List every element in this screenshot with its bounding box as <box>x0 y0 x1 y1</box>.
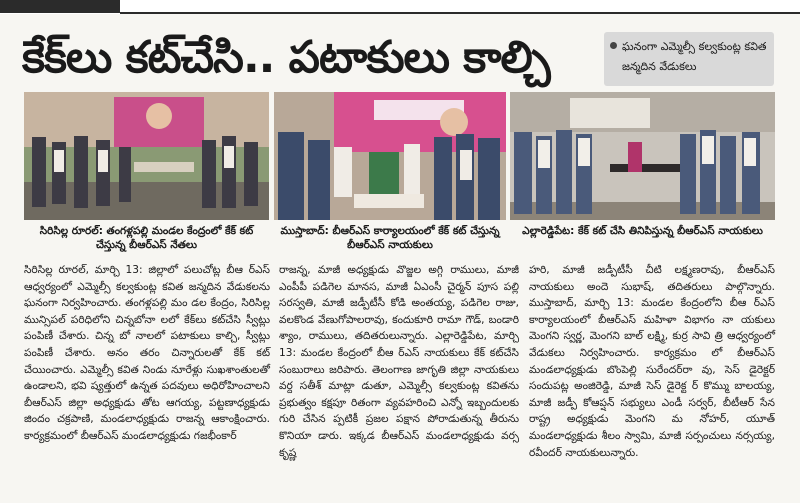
news-photo-3 <box>510 92 775 220</box>
article-column-2 <box>279 262 519 461</box>
article-text-3: హరి, మాజీ జడ్పీటీసీ చీటి లక్ష్మణరావు, బీఆర్‌ఎస్‌ నాయకులు అందె సుభాష్‌, తదితరులు పాల్గొన్నారు. ముస్తాబాద్‌, మార్చి 13: మండల కేంద్రంలోని బీఆ ర్‌ఎస్‌ కార్యాలయంలో బీఆర్‌ఎస్‌ మహిళా విభాగం నా యకులు మెంగని స్వర్ణ, మెంగని బాల్‌ లక్ష్మి, కుర్ర సావి త్రి ఆధ్వర్యంలో వేడుకలు నిర్వహించారు. కార్యక్రమం లో బీఆర్‌ఎస్‌ మండలాధ్యక్షుడు బొంపెల్లి సురేందర్‌రా వు, సెస్‌ డైరెక్టర్‌ సందుపట్ల అంజిరెడ్డి, మాజీ సెస్‌ డైరెక్ట ర్‌ కొమ్ము బాలయ్య, మాజీ జడ్పీ కోఆప్షన్‌ సభ్యులు ఎండీ సర్వర్‌, బీటీఆర్‌ సేన రాష్ట్ర అధ్యక్షుడు మెంగని మ నోహర్‌, యూత్‌ మండలాధ్యక్షుడు శీలం స్వామి, మాజీ సర్పంచులు నర్సయ్య, రవీందర్‌ నాయకులున్నారు. <box>529 264 775 459</box>
headline: కేక్‌లు కట్‌చేసి.. పటాకులు కాల్చి <box>22 32 550 83</box>
article-column-1 <box>24 262 270 445</box>
subheadline-text: ఘనంగా ఎమ్మెల్సీ కల్వకుంట్ల కవిత జన్మదిన వేడుకలు <box>622 40 767 73</box>
article-text-1: సిరిసిల్ల రూరల్‌, మార్చి 13: జిల్లాలో పలుచోట్ల బీఆ ర్‌ఎస్‌ ఆధ్వర్యంలో ఎమ్మెల్సీ కల్వకుంట్ల కవిత జన్మదిన వేడుకలను ఘనంగా నిర్వహించారు. తంగళ్లపల్లి మం డల కేంద్రం, సిరిసిల్ల మున్సిపల్‌ పరిధిలోని చిన్నబోనా లలో కేక్‌లు కట్‌చేసి స్వీట్లు పంపిణీ చేశారు. చిన్న బో నాలలో పటాకులు కాల్చి, స్వీట్లు పంపిణీ చేశారు. అనం తరం చిన్నారులతో కేక్‌ కట్‌ చేయించారు. ఎమ్మెల్సీ కవిత నిండు నూరేళ్లు సుఖశాంతులతో ఉండాలని, భవి ష్యత్తులో ఉన్నత పదవులు అధిరోహించాలని బీఆర్‌ఎస్‌ జిల్లా అధ్యక్షుడు తోట ఆగయ్య, పట్టణాధ్యక్షుడు జిందం చక్రపాణి, మండలాధ్యక్షుడు రాజన్న ఆకాంక్షించారు. కార్యక్రమంలో బీఆర్‌ఎస్‌ మండలాధ్యక్షుడు గజభీంకార్‌ <box>24 264 270 442</box>
article-column-3 <box>529 262 775 461</box>
subheadline-box <box>604 32 774 86</box>
photo-2-caption: ముస్తాబాద్‌: బీఆర్‌ఎస్‌ కార్యాలయంలో కేక్‌ కట్‌ చేస్తున్న బీఆర్‌ఎస్‌ నాయకులు <box>280 225 500 251</box>
news-photo-2 <box>274 92 506 220</box>
page-header-bar <box>0 0 800 14</box>
bullet-icon <box>610 42 617 49</box>
header-rule <box>120 12 800 14</box>
photo-1-caption: సిరిసిల్ల రూరల్‌: తంగళ్లపల్లి మండల కేంద్రంలో కేక్‌ కట్‌ చేస్తున్న బీఆర్‌ఎస్‌ నేతలు <box>39 225 254 251</box>
photo-3-caption: ఎల్లారెడ్డిపేట: కేక్‌ కట్‌ చేసి తినిపిస్తున్న బీఆర్‌ఎస్‌ నాయకులు <box>522 225 763 237</box>
article-text-2: రాజన్న, మాజీ అధ్యక్షుడు వొజ్జల అగ్గి రాములు, మాజీ ఎంపీపీ పడిగెల మానస, మాజీ ఏఎంసీ చైర్మన్‌ పూస పల్లి సరస్వతి, మాజీ జడ్పీటీసీ కోడి అంతయ్య, పడిగెల రాజు, వలకొండ వేణుగోపాలరావు, కందుకూరి రామా గౌడ్‌, బండారి శ్యాం, రాములు, తదితరులున్నారు. ఎల్లారెడ్డిపేట, మార్చి 13: మండల కేంద్రంలో బీఆ ర్‌ఎస్‌ నాయకులు కేక్‌ కట్‌చేసి సంబురాలు జరిపారు. తెలంగాణ జాగృతి జిల్లా నాయకులు వర్ద సతీశ్‌ మాట్లా డుతూ, ఎమ్మెల్సీ కల్వకుంట్ల కవితను ప్రభుత్వం కక్షపూ రితంగా వ్యవహరించి ఎన్నో ఇబ్బందులకు గురి చేసిన ప్పటికీ ప్రజల పక్షాన పోరాడుతున్న తీరును కొనియా డారు. ఇక్కడ బీఆర్‌ఎస్‌ మండలాధ్యక్షుడు వర్స కృష్ణ <box>279 264 519 459</box>
news-photo-1 <box>24 92 269 220</box>
section-tab <box>0 0 120 13</box>
